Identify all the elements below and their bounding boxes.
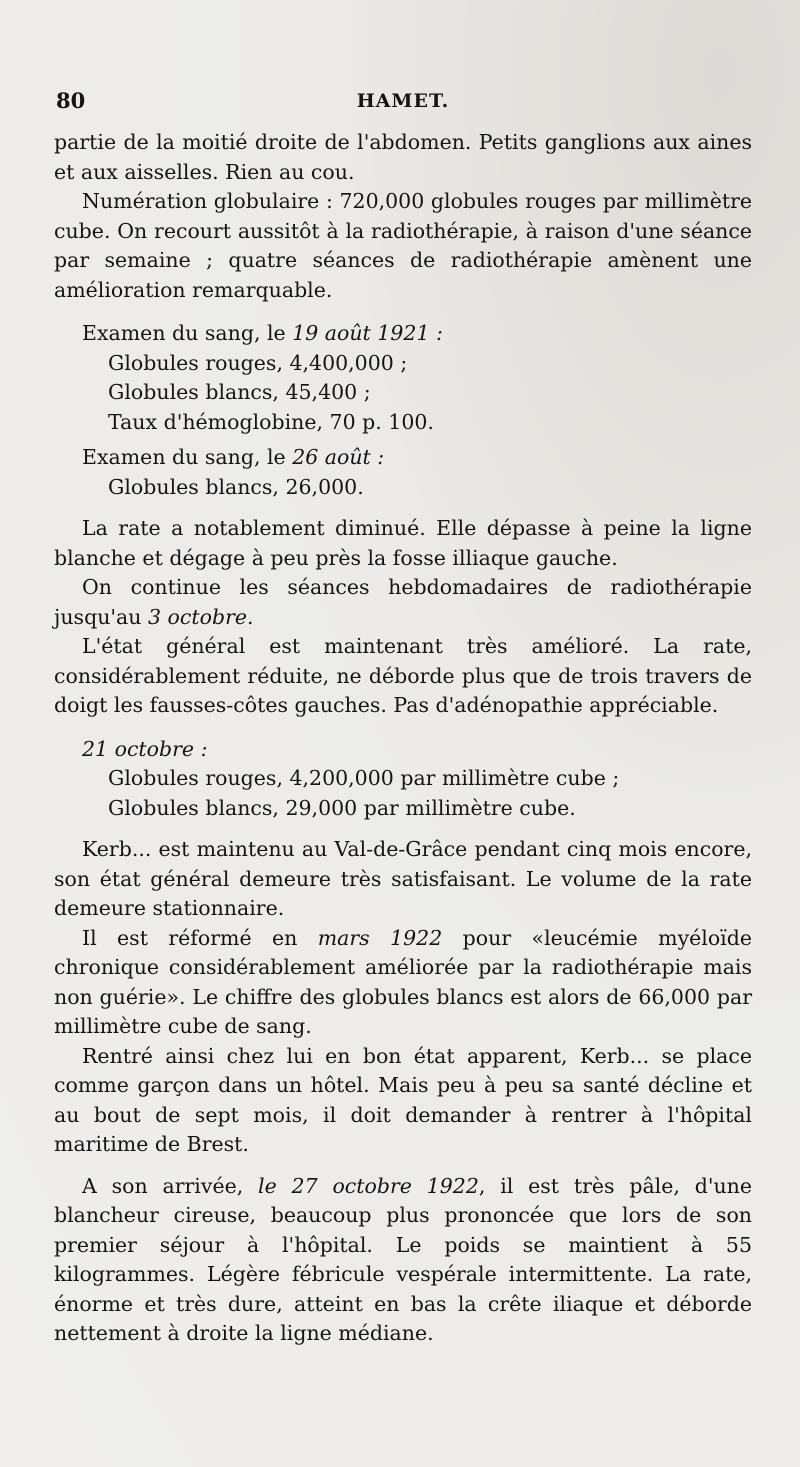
paragraph-5: L'état général est maintenant très amélioré. La rate, considérablement réduite, ne déborde plus que de trois travers de doigt les fausses-côtes gauches. Pas d'adénopathie appréciable. xyxy=(54,634,752,717)
paragraph-1: partie de la moitié droite de l'abdomen. Petits ganglions aux aines et aux aisselles. Rien au cou. xyxy=(54,130,752,184)
paragraph-4-text: On continue les séances hebdomadaires de radiothérapie jusqu'au xyxy=(54,575,752,629)
paragraph-4-date: 3 octobre. xyxy=(147,604,254,629)
exam-1-values xyxy=(54,349,752,438)
exam-3-date: 21 octobre : xyxy=(82,736,208,761)
exam-3-value: Globules rouges, 4,200,000 par millimètre cube ; xyxy=(108,766,620,790)
exam-1-value: Taux d'hémoglobine, 70 p. 100. xyxy=(108,409,434,434)
running-head: HAMET. xyxy=(356,90,450,112)
paragraph-8: Rentré ainsi chez lui en bon état apparent, Kerb... se place comme garçon dans un hôtel. Mais peu à peu sa santé décline et au bout de sept mois, il doit demander à rentrer à l'hôpital maritime de Brest. xyxy=(54,1043,752,1156)
paragraph-3: La rate a notablement diminué. Elle dépasse à peine la ligne blanche et dégage à peu près la fosse illiaque gauche. xyxy=(54,516,752,570)
paragraph-7-date: mars 1922 xyxy=(317,925,443,950)
paragraph-9-b: , il est très pâle, d'une blancheur cireuse, beaucoup plus prononcée que lors de son premier séjour à l'hôpital. Le poids se maintient à 55 kilogrammes. Légère fébricule vespérale intermittente. La rate, énorme et très dure, atteint en bas la crête iliaque et déborde nettement à droite la ligne médiane. xyxy=(54,1173,752,1345)
paragraph-2: Numération globulaire : 720,000 globules rouges par millimètre cube. On recourt aussitôt à la radiothérapie, à raison d'une séance par semaine ; quatre séances de radiothérapie amènent une amélioration remarquable. xyxy=(54,189,752,302)
page-number: 80 xyxy=(56,88,86,113)
exam-1-date: 19 août 1921 : xyxy=(292,321,443,345)
paragraph-9-a: A son arrivée, xyxy=(82,1173,259,1198)
exam-1-value: Globules rouges, 4,400,000 ; xyxy=(108,350,408,375)
paragraph-9 xyxy=(54,1172,752,1349)
exam-2-value: Globules blancs, 26,000. xyxy=(108,474,364,499)
exam-2-lead: Examen du sang, le xyxy=(82,445,293,469)
exam-1-value: Globules blancs, 45,400 ; xyxy=(108,380,371,404)
exam-2-heading xyxy=(54,443,752,473)
paragraph-4 xyxy=(54,573,752,632)
paragraph-7-a: Il est réformé en xyxy=(82,925,318,950)
exam-3-heading xyxy=(54,735,752,765)
exam-1-heading xyxy=(54,319,752,349)
exam-2-values xyxy=(54,473,752,503)
page-header xyxy=(54,88,752,128)
paragraph-9-date: le 27 octobre 1922 xyxy=(258,1173,479,1198)
exam-3-values xyxy=(54,764,752,823)
exam-3-value: Globules blancs, 29,000 par millimètre cube. xyxy=(108,795,576,820)
paragraph-7-b: pour «leucémie myéloïde chronique considérablement améliorée par la radiothérapie mais non guérie». Le chiffre des globules blancs est alors de 66,000 par millimètre cube de sang. xyxy=(54,925,752,1038)
paragraph-7 xyxy=(54,924,752,1042)
exam-1-lead: Examen du sang, le xyxy=(82,321,293,345)
paragraph-6: Kerb... est maintenu au Val-de-Grâce pendant cinq mois encore, son état général demeure très satisfaisant. Le volume de la rate demeure stationnaire. xyxy=(54,837,752,920)
exam-2-date: 26 août : xyxy=(292,445,385,469)
